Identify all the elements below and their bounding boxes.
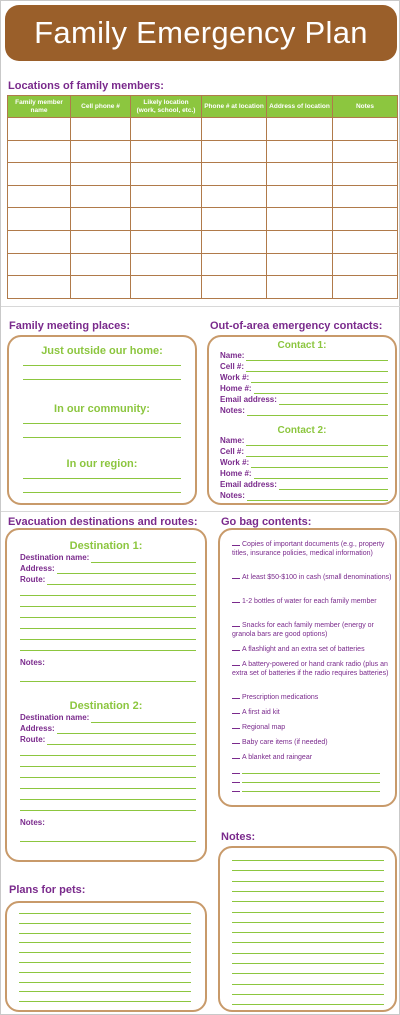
field-label: Route:: [20, 735, 46, 744]
field-line[interactable]: [246, 371, 388, 372]
notes-write-line[interactable]: [232, 942, 384, 943]
notes-heading: Notes:: [221, 831, 256, 843]
table-cell[interactable]: [333, 118, 398, 141]
checkbox-blank[interactable]: [232, 728, 240, 729]
table-cell[interactable]: [131, 230, 202, 253]
blank-line[interactable]: [242, 782, 380, 783]
contact-1-fields: [220, 351, 388, 417]
checkbox-blank[interactable]: [232, 773, 240, 774]
field-label: Notes:: [220, 491, 245, 500]
field-label: Cell #:: [220, 447, 245, 456]
field-line[interactable]: [57, 733, 196, 734]
notes-write-line[interactable]: [232, 881, 384, 882]
field-line[interactable]: [251, 382, 388, 383]
gobag-item[interactable]: [232, 645, 392, 654]
notes-box: [218, 846, 397, 1012]
gobag-blank-item[interactable]: [232, 786, 392, 795]
write-line[interactable]: [23, 423, 181, 424]
notes-write-line[interactable]: [232, 973, 384, 974]
notes-write-line[interactable]: [232, 1004, 384, 1005]
table-cell[interactable]: [333, 230, 398, 253]
evacuation-box: [5, 528, 207, 862]
pets-write-line[interactable]: [19, 1001, 191, 1002]
write-line[interactable]: [20, 595, 196, 596]
field-line[interactable]: [47, 584, 196, 585]
checkbox-blank[interactable]: [232, 743, 240, 744]
notes-write-line[interactable]: [232, 870, 384, 871]
field-label: Destination name:: [20, 713, 90, 722]
notes-label: Notes:: [20, 818, 45, 827]
table-cell[interactable]: [333, 208, 398, 231]
field-label: Work #:: [220, 373, 250, 382]
table-cell[interactable]: [8, 163, 71, 186]
table-cell[interactable]: [71, 276, 131, 299]
table-cell[interactable]: [71, 185, 131, 208]
col-family-member-name: Family member name: [8, 96, 71, 118]
table-cell[interactable]: [8, 208, 71, 231]
gobag-item[interactable]: [232, 723, 392, 732]
field-line[interactable]: [279, 489, 388, 490]
gobag-item-text: A flashlight and an extra set of batteries: [242, 646, 365, 653]
table-cell[interactable]: [8, 230, 71, 253]
table-cell[interactable]: [202, 163, 267, 186]
checkbox-blank[interactable]: [232, 665, 240, 666]
col-notes: Notes: [333, 96, 398, 118]
table-cell[interactable]: [267, 253, 333, 276]
write-line[interactable]: [20, 810, 196, 811]
gobag-item[interactable]: [232, 753, 392, 762]
write-line[interactable]: [20, 681, 196, 682]
write-line[interactable]: [20, 788, 196, 789]
pets-heading: Plans for pets:: [9, 884, 86, 896]
gobag-item-text: Snacks for each family member (energy or granola bars are good options): [232, 622, 374, 638]
gobag-list: [220, 530, 395, 805]
notes-write-line[interactable]: [232, 932, 384, 933]
gobag-item[interactable]: [232, 660, 392, 678]
table-row: [8, 140, 398, 163]
write-line[interactable]: [23, 379, 181, 380]
field-line[interactable]: [247, 415, 388, 416]
gobag-item[interactable]: [232, 621, 392, 639]
notes-write-line[interactable]: [232, 922, 384, 923]
pets-write-line[interactable]: [19, 933, 191, 934]
pets-write-line[interactable]: [19, 952, 191, 953]
table-cell[interactable]: [202, 118, 267, 141]
write-line[interactable]: [23, 478, 181, 479]
field-line[interactable]: [246, 360, 388, 361]
checkbox-blank[interactable]: [232, 545, 240, 546]
field-line[interactable]: [91, 722, 196, 723]
meeting-heading: Family meeting places:: [9, 320, 131, 332]
checkbox-blank[interactable]: [232, 758, 240, 759]
checkbox-blank[interactable]: [232, 602, 240, 603]
field-label: Notes:: [220, 406, 245, 415]
table-cell[interactable]: [71, 230, 131, 253]
write-line[interactable]: [20, 777, 196, 778]
gobag-item-text: 1-2 bottles of water for each family member: [242, 598, 377, 605]
checkbox-blank[interactable]: [232, 698, 240, 699]
field-line[interactable]: [254, 478, 388, 479]
field-line[interactable]: [246, 445, 388, 446]
table-cell[interactable]: [202, 185, 267, 208]
table-cell[interactable]: [333, 140, 398, 163]
gobag-item-text: Baby care items (if needed): [242, 739, 328, 746]
destination-1-fields: [20, 553, 196, 693]
gobag-item[interactable]: [232, 738, 392, 747]
destination-1-title: Destination 1:: [69, 540, 143, 552]
gobag-blank-item[interactable]: [232, 777, 392, 786]
col-phone-at-location: Phone # at location: [202, 96, 267, 118]
contact-2-fields: [220, 436, 388, 502]
notes-write-line[interactable]: [232, 912, 384, 913]
blank-line[interactable]: [242, 791, 380, 792]
locations-header-row: [8, 96, 398, 118]
contacts-box: [207, 335, 397, 505]
table-row: [8, 230, 398, 253]
table-row: [8, 163, 398, 186]
pets-write-line[interactable]: [19, 972, 191, 973]
gobag-box: [218, 528, 397, 807]
contact-2-title: Contact 2:: [277, 425, 327, 436]
gobag-item-text: Prescription medications: [242, 694, 319, 701]
checkbox-blank[interactable]: [232, 782, 240, 783]
table-cell[interactable]: [267, 230, 333, 253]
divider: [1, 511, 400, 512]
pets-lines: [7, 903, 205, 1010]
table-cell[interactable]: [267, 276, 333, 299]
gobag-item[interactable]: [232, 540, 392, 558]
field-label: Route:: [20, 575, 46, 584]
field-label: Email address:: [220, 480, 277, 489]
gobag-item[interactable]: [232, 597, 392, 606]
gobag-item[interactable]: [232, 573, 392, 582]
divider: [1, 306, 400, 307]
table-cell[interactable]: [202, 276, 267, 299]
field-line[interactable]: [251, 467, 388, 468]
field-label: Cell #:: [220, 362, 245, 371]
field-line[interactable]: [254, 393, 388, 394]
table-cell[interactable]: [131, 208, 202, 231]
field-line[interactable]: [247, 500, 388, 501]
checkbox-blank[interactable]: [232, 626, 240, 627]
evacuation-heading: Evacuation destinations and routes:: [8, 516, 198, 528]
notes-label: Notes:: [20, 658, 45, 667]
pets-write-line[interactable]: [19, 962, 191, 963]
write-line[interactable]: [20, 617, 196, 618]
table-cell[interactable]: [202, 230, 267, 253]
gobag-item-text: At least $50-$100 in cash (small denominations): [242, 574, 392, 581]
field-line[interactable]: [47, 744, 196, 745]
notes-write-line[interactable]: [232, 953, 384, 954]
field-label: Home #:: [220, 384, 252, 393]
field-label: Address:: [20, 564, 55, 573]
field-label: Email address:: [220, 395, 277, 404]
write-line[interactable]: [20, 841, 196, 842]
locations-heading: Locations of family members:: [8, 80, 164, 92]
col-address-of-location: Address of location: [267, 96, 333, 118]
field-line[interactable]: [91, 562, 196, 563]
pets-box: [5, 901, 207, 1012]
table-row: [8, 253, 398, 276]
gobag-item-text: Regional map: [242, 724, 286, 731]
table-cell[interactable]: [71, 253, 131, 276]
page-title: Family Emergency Plan: [5, 5, 397, 61]
table-cell[interactable]: [202, 253, 267, 276]
table-cell[interactable]: [267, 208, 333, 231]
write-line[interactable]: [23, 437, 181, 438]
field-label: Work #:: [220, 458, 250, 467]
table-cell[interactable]: [333, 185, 398, 208]
field-label: Destination name:: [20, 553, 90, 562]
blank-line[interactable]: [242, 773, 380, 774]
write-line[interactable]: [20, 606, 196, 607]
write-line[interactable]: [20, 628, 196, 629]
pets-write-line[interactable]: [19, 991, 191, 992]
table-row: [8, 276, 398, 299]
table-cell[interactable]: [131, 276, 202, 299]
table-cell[interactable]: [8, 253, 71, 276]
field-line[interactable]: [279, 404, 388, 405]
locations-table: [7, 95, 398, 299]
table-cell[interactable]: [202, 140, 267, 163]
table-cell[interactable]: [333, 276, 398, 299]
gobag-item-text: A battery-powered or hand crank radio (plus an extra set of batteries if the radio requires batteries): [232, 661, 389, 677]
table-cell[interactable]: [131, 185, 202, 208]
write-line[interactable]: [20, 639, 196, 640]
table-cell[interactable]: [71, 118, 131, 141]
write-line[interactable]: [20, 755, 196, 756]
meeting-place-home: Just outside our home:: [41, 345, 163, 357]
table-cell[interactable]: [8, 276, 71, 299]
destination-2-fields: [20, 713, 196, 853]
table-cell[interactable]: [202, 208, 267, 231]
field-label: Name:: [220, 436, 245, 445]
notes-write-line[interactable]: [232, 901, 384, 902]
gobag-item-text: Copies of important documents (e.g., property titles, insurance policies, medical information): [232, 541, 385, 557]
notes-write-line[interactable]: [232, 891, 384, 892]
checkbox-blank[interactable]: [232, 713, 240, 714]
table-cell[interactable]: [71, 208, 131, 231]
notes-write-line[interactable]: [232, 860, 384, 861]
col-cell-phone: Cell phone #: [71, 96, 131, 118]
table-cell[interactable]: [267, 140, 333, 163]
write-line[interactable]: [23, 492, 181, 493]
table-row: [8, 118, 398, 141]
table-cell[interactable]: [131, 253, 202, 276]
checkbox-blank[interactable]: [232, 578, 240, 579]
table-cell[interactable]: [131, 140, 202, 163]
table-cell[interactable]: [131, 163, 202, 186]
meeting-place-region: In our region:: [66, 458, 138, 470]
gobag-heading: Go bag contents:: [221, 516, 312, 528]
pets-write-line[interactable]: [19, 913, 191, 914]
table-cell[interactable]: [267, 163, 333, 186]
gobag-item[interactable]: [232, 693, 392, 702]
notes-write-line[interactable]: [232, 963, 384, 964]
write-line[interactable]: [20, 650, 196, 651]
field-label: Name:: [220, 351, 245, 360]
col-likely-location: Likely location (work, school, etc.): [131, 96, 202, 118]
meeting-place-community: In our community:: [54, 403, 150, 415]
gobag-blank-item[interactable]: [232, 768, 392, 777]
checkbox-blank[interactable]: [232, 650, 240, 651]
table-row: [8, 208, 398, 231]
write-line[interactable]: [20, 766, 196, 767]
field-line[interactable]: [246, 456, 388, 457]
table-cell[interactable]: [8, 185, 71, 208]
gobag-item-text: A blanket and raingear: [242, 754, 313, 761]
notes-lines: [220, 848, 395, 1010]
table-cell[interactable]: [8, 140, 71, 163]
write-line[interactable]: [23, 365, 181, 366]
contacts-heading: Out-of-area emergency contacts:: [210, 320, 383, 332]
pets-write-line[interactable]: [19, 982, 191, 983]
notes-write-line[interactable]: [232, 994, 384, 995]
table-cell[interactable]: [333, 253, 398, 276]
notes-write-line[interactable]: [232, 984, 384, 985]
checkbox-blank[interactable]: [232, 791, 240, 792]
contact-1-title: Contact 1:: [277, 340, 327, 351]
field-label: Home #:: [220, 469, 252, 478]
table-cell[interactable]: [71, 163, 131, 186]
table-cell[interactable]: [131, 118, 202, 141]
write-line[interactable]: [20, 799, 196, 800]
table-cell[interactable]: [333, 163, 398, 186]
field-label: Address:: [20, 724, 55, 733]
table-cell[interactable]: [267, 118, 333, 141]
gobag-item[interactable]: [232, 708, 392, 717]
destination-2-title: Destination 2:: [69, 700, 143, 712]
table-cell[interactable]: [267, 185, 333, 208]
table-cell[interactable]: [8, 118, 71, 141]
meeting-places-box: [7, 335, 197, 505]
field-line[interactable]: [57, 573, 196, 574]
table-row: [8, 185, 398, 208]
gobag-item-text: A first aid kit: [242, 709, 280, 716]
pets-write-line[interactable]: [19, 942, 191, 943]
table-cell[interactable]: [71, 140, 131, 163]
pets-write-line[interactable]: [19, 923, 191, 924]
